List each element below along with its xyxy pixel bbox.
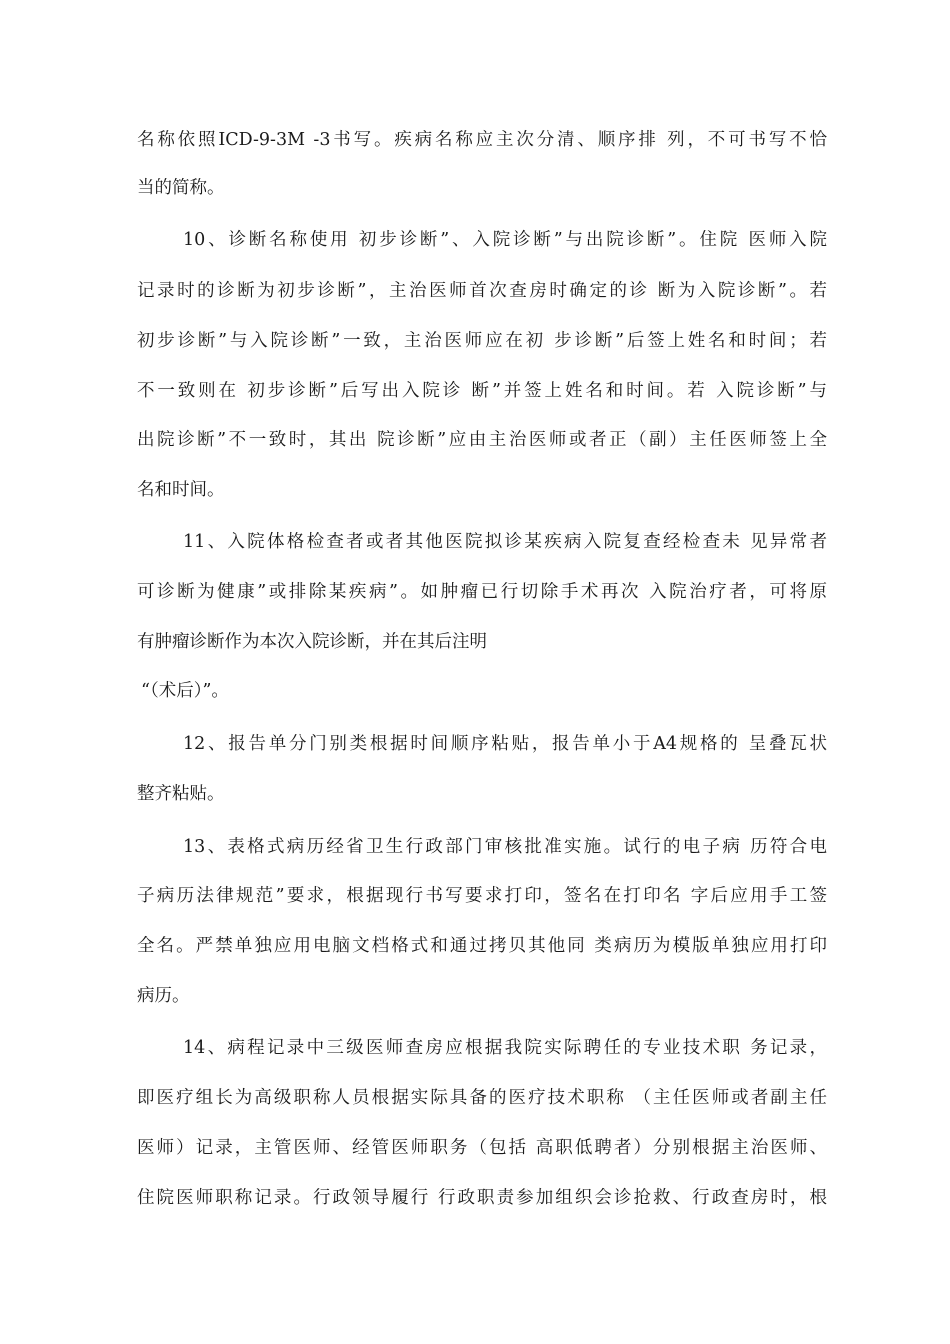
text-line: 可诊断为健康”或排除某疾病”。如肿瘤已行切除手术再次 入院治疗者，可将原 [137, 582, 827, 602]
text-line: 初步诊断”与入院诊断”一致，主治医师应在初 步诊断”后签上姓名和时间；若 [137, 331, 827, 351]
text-line: 医师）记录，主管医师、经管医师职务（包括 高职低聘者）分别根据主治医师、 [137, 1138, 827, 1158]
text-line: 出院诊断”不一致时，其出 院诊断”应由主治医师或者正（副）主任医师签上全 [137, 430, 827, 450]
paragraph-11-line: 11、入院体格检查者或者其他医院拟诊某疾病入院复查经检查未 见异常者 [183, 532, 827, 552]
text-line: 病历。 [137, 986, 190, 1006]
paragraph-12-line: 12、报告单分门别类根据时间顺序粘贴，报告单小于A4规格的 呈叠瓦状 [183, 734, 827, 754]
text-line: 住院医师职称记录。行政领导履行 行政职责参加组织会诊抢救、行政查房时，根 [137, 1188, 827, 1208]
text-line: “（术后）”。 [141, 681, 229, 701]
text-line: 当的简称。 [137, 178, 225, 198]
text-line: 有肿瘤诊断作为本次入院诊断，并在其后注明 [137, 632, 487, 652]
text-line: 即医疗组长为高级职称人员根据实际具备的医疗技术职称 （主任医师或者副主任 [137, 1088, 827, 1108]
text-line: 记录时的诊断为初步诊断”，主治医师首次查房时确定的诊 断为入院诊断”。若 [137, 281, 827, 301]
paragraph-14-line: 14、病程记录中三级医师查房应根据我院实际聘任的专业技术职 务记录， [183, 1038, 827, 1058]
text-line: 名和时间。 [137, 480, 225, 500]
paragraph-10-line: 10、诊断名称使用 初步诊断”、入院诊断”与出院诊断”。住院 医师入院 [183, 230, 827, 250]
text-line: 全名。严禁单独应用电脑文档格式和通过拷贝其他同 类病历为模版单独应用打印 [137, 936, 827, 956]
text-line: 整齐粘贴。 [137, 784, 225, 804]
text-line: 子病历法律规范”要求，根据现行书写要求打印，签名在打印名 字后应用手工签 [137, 886, 827, 906]
text-line: 不一致则在 初步诊断”后写出入院诊 断”并签上姓名和时间。若 入院诊断”与 [137, 381, 827, 401]
paragraph-13-line: 13、表格式病历经省卫生行政部门审核批准实施。试行的电子病 历符合电 [183, 837, 827, 857]
text-line: 名称依照ICD-9-3M -3书写。疾病名称应主次分清、顺序排 列，不可书写不恰 [137, 130, 827, 150]
